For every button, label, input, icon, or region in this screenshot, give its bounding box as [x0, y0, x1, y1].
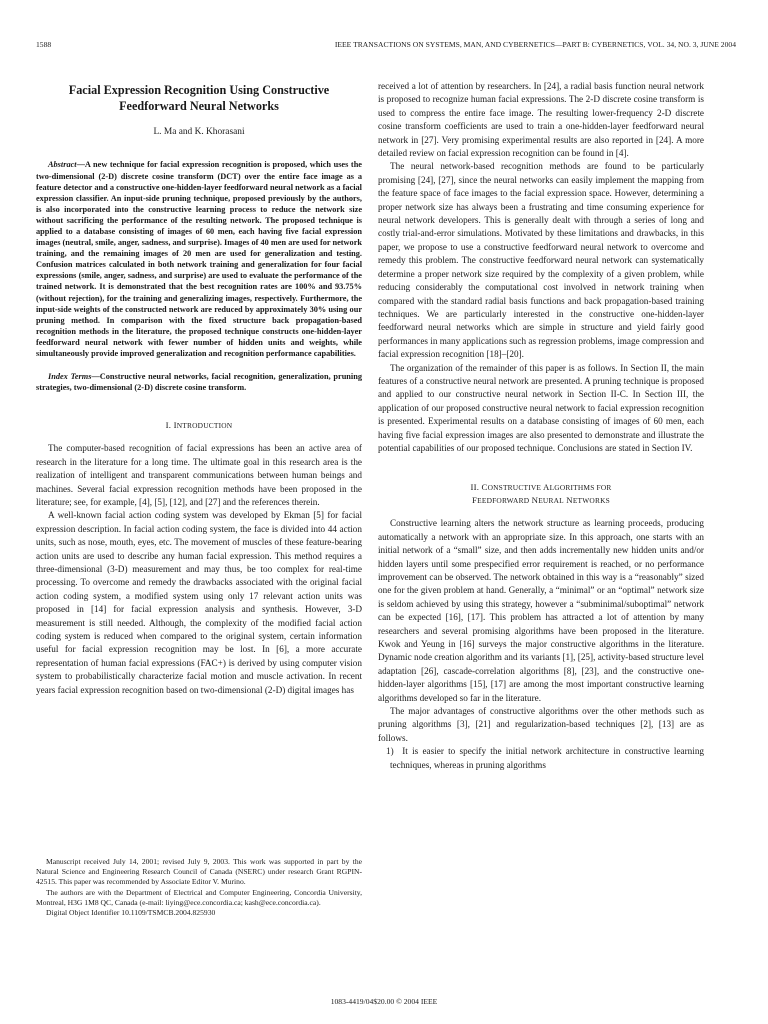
intro-paragraph-2: A well-known facial action coding system was developed by Ekman [5] for facial expression description. In facial action coding system, the face is divided into 44 action units, such as nose, mouth, eyes, etc. The movement of muscles of these feature-bearing action units are used to describe any human facial expression. This method requires a three-dimensional (3-D) measurement and may thus, be too complex for real-time processing. To overcome and remedy the drawbacks associated with the original facial action coding system, a modified system using only 17 relevant action units was proposed in [14] for facial expression analysis and synthesis. However, 3-D measurement is still needed. Although, the complexity of the modified facial action coding system is reduced when compared to the original system, certain information useful for facial expression recognition may be lost. In [6], a more accurate representation of human facial expressions (FAC+) is derived by using computer vision system to probabilistically characterize facial motion and muscle activation. In recent years facial expression recognition based on two-dimensional (2-D) digital images has: [36, 510, 362, 695]
abstract-text: —A new technique for facial expression recognition is proposed, which uses the two-dimensional (2-D) discrete cosine transform (DCT) over the entire face image as a feature detector and a constructive one-hidden-layer feedforward neural network as a facial expression classifier. An input-side pruning technique, proposed previously by the authors, is also incorporated into the constructive learning process to reduce the network size without sacrificing the performance of the resulting network. The proposed technique is applied to a database consisting of images of 60 men, each having five facial expression images (neutral, smile, anger, sadness, and surprise). Images of 40 men are used for network training, and the remaining images of 20 men are used for generalization and testing. Confusion matrices calculated in both network training and generalization for four facial expressions (smile, anger, sadness, and surprise) are used to evaluate the performance of the trained network. It is demonstrated that the best recognition rates are 100% and 93.75% (without rejection), for the training and generalizing images, respectively. Furthermore, the input-side weights of the constructed network are reduced by approximately 30% using our pruning method. In comparison with the fixed structure back propagation-based recognition methods in the literature, the proposed technique constructs one-hidden-layer feedforward neural network with fewer number of hidden units and weights, while simultaneously provide improved generalization and recognition performance capabilities.: [36, 160, 362, 358]
section-2-word: EURAL: [538, 496, 564, 506]
list-item-text: It is easier to specify the initial network architecture in constructive learning techniques, whereas in pruning algorithms: [390, 746, 705, 770]
authors: L. Ma and K. Khorasani: [153, 127, 245, 137]
section-heading-constructive: [378, 481, 704, 507]
section-2-word: ETWORKS: [572, 496, 610, 506]
section-2-line-2: [378, 494, 704, 507]
footnotes: [36, 857, 362, 918]
section-2-word: ONSTRUCTIVE: [487, 483, 542, 493]
section-heading-introduction: [36, 419, 362, 432]
intro-continuation: received a lot of attention by researchers. In [24], a radial basis function neural network is proposed to recognize human facial expressions. The 2-D discrete cosine transform is used to compress the entire face image. The resulting lower-frequency 2-D discrete cosine transform coefficients are used to train a one-hidden-layer feedforward neural network in [27]. Very promising experimental results are also reported in [24]. A more detailed review on facial expression recognition can be found in [4].: [378, 81, 704, 159]
section-1-numeral: I.: [165, 420, 174, 431]
intro-paragraph-3: The neural network-based recognition methods are found to be particularly promising [24], [27], since the neural networks can easily implement the mapping from the feature space of face images to the facial expression space. However, determining a proper network size has always been a frustrating and time consuming experience for neural network developers. This is generally dealt with through a series of long and costly trial-and-error simulations. Motivated by these limitations and drawbacks, in this paper, we propose to use a constructive feedforward neural network to overcome and remedy this problem. The constructive feedforward neural network can systematically determine a proper network size required by the complexity of a given problem, while reducing considerably the computational cost involved in network training when compared with the standard radial basis functions and back propagation-based training techniques. We are particularly interested in the constructive one-hidden-layer feedforward neural networks which are simple in structure and yield fairly good performances in many applications such as regression problems, image compression and facial expression recognition [18]–[20].: [378, 161, 704, 360]
left-column: [36, 80, 362, 697]
intro-paragraph-4: The organization of the remainder of this paper is as follows. In Section II, the main features of a constructive neural network are presented. A pruning technique is proposed and applied to our constructive neural network in Section II-C. In Section III, the application of our proposed constructive neural network to facial expression recognition is presented. Experimental results on a database consisting of images of 60 men, each having five facial expression images are also presented to demonstrate and illustrate the potential capabilities of our proposed technique. Conclusions are stated in Section IV.: [378, 362, 704, 453]
list-item-1: [378, 745, 704, 772]
section-2-letter: N: [566, 495, 573, 506]
section-2-word: EEDFORWARD: [477, 496, 530, 506]
index-terms: [36, 371, 362, 393]
journal-header: IEEE TRANSACTIONS ON SYSTEMS, MAN, AND CYBERNETICS—PART B: CYBERNETICS, VOL. 34, NO. 3, JUNE 2004: [334, 40, 736, 49]
footnote-doi: Digital Object Identifier 10.1109/TSMCB.2004.825930: [46, 908, 216, 918]
footnote-affiliation: The authors are with the Department of Electrical and Computer Engineering, Concordia University, Montreal, H3G 1M8 QC, Canada (e-mail: liying@ece.concordia.ca; kash@ece.concordia.ca).: [36, 887, 362, 907]
copyright-footer: 1083-4419/04$20.00 © 2004 IEEE: [330, 997, 438, 1006]
section-2-letter: C: [481, 482, 488, 493]
section-1-first-letter: I: [173, 420, 177, 431]
section-2-line-1: [378, 481, 704, 494]
section-2-letter: F: [472, 495, 478, 506]
footnote-manuscript: Manuscript received July 14, 2001; revised July 9, 2003. This work was supported in part by the Natural Science and Engineering Research Council of Canada (NSERC) under research Grant RGPIN-42515. This paper was recommended by Associate Editor V. Murino.: [36, 857, 362, 887]
index-terms-text: —Constructive neural networks, facial recognition, generalization, pruning strategies, two-dimensional (2-D) discrete cosine transform.: [36, 372, 362, 393]
intro-paragraph-1: The computer-based recognition of facial expressions has been an active area of research in the literature for a long time. The ultimate goal in this research area is the realization of intelligent and transparent communications between human beings and machines. Several facial expression recognition methods have been proposed in the literature; see, for example, [4], [5], [12], and [27] and the references therein.: [36, 443, 362, 507]
page-number: 1588: [36, 40, 52, 49]
section-2-numeral: II.: [470, 482, 482, 493]
section-2-letter: N: [531, 495, 539, 506]
abstract-lead: Abstract: [48, 160, 77, 170]
title-line-2: Feedforward Neural Networks: [119, 98, 279, 113]
index-terms-lead: Index Terms: [48, 372, 92, 382]
section-2-word: LGORITHMS FOR: [549, 483, 612, 493]
title-line-1: Facial Expression Recognition Using Constructive: [68, 83, 330, 97]
section-1-rest: NTRODUCTION: [176, 421, 233, 431]
section-2-paragraph-1: Constructive learning alters the network structure as learning proceeds, producing automatically a network with an appropriate size. In this approach, one starts with an initial network of a “small” size, and then adds incrementally new hidden units and/or hidden layers until some prespecified error requirement is reached, or no performance improvement can be observed. The network obtained in this way is a “reasonably” sized one for the given problem at hand. Generally, a “minimal” or an “optimal” network size is seldom achieved by using this strategy, however a “subminimal/suboptimal” network can be expected [16], [17]. This problem has attracted a lot of attention by many researchers and several promising algorithms have been proposed in the literature. Kwok and Yeung in [16] surveys the major constructive algorithms in the literature. Dynamic node creation algorithm and its variants [1], [25], activity-based structure level adaptation [26], cascade-correlation algorithms [8], [23], and the constructive one-hidden-layer algorithms [15], [17] are among the most important constructive learning algorithms developed so far in the literature.: [378, 518, 704, 703]
right-column: [378, 80, 704, 772]
section-2-letter: A: [543, 482, 550, 493]
paper-title: [36, 83, 362, 114]
abstract: [36, 159, 362, 359]
section-2-paragraph-2: The major advantages of constructive algorithms over the other methods such as pruning algorithms [3], [21] and regularization-based techniques [2], [13] are as follows.: [378, 706, 704, 743]
list-item-number: 1): [386, 746, 394, 757]
